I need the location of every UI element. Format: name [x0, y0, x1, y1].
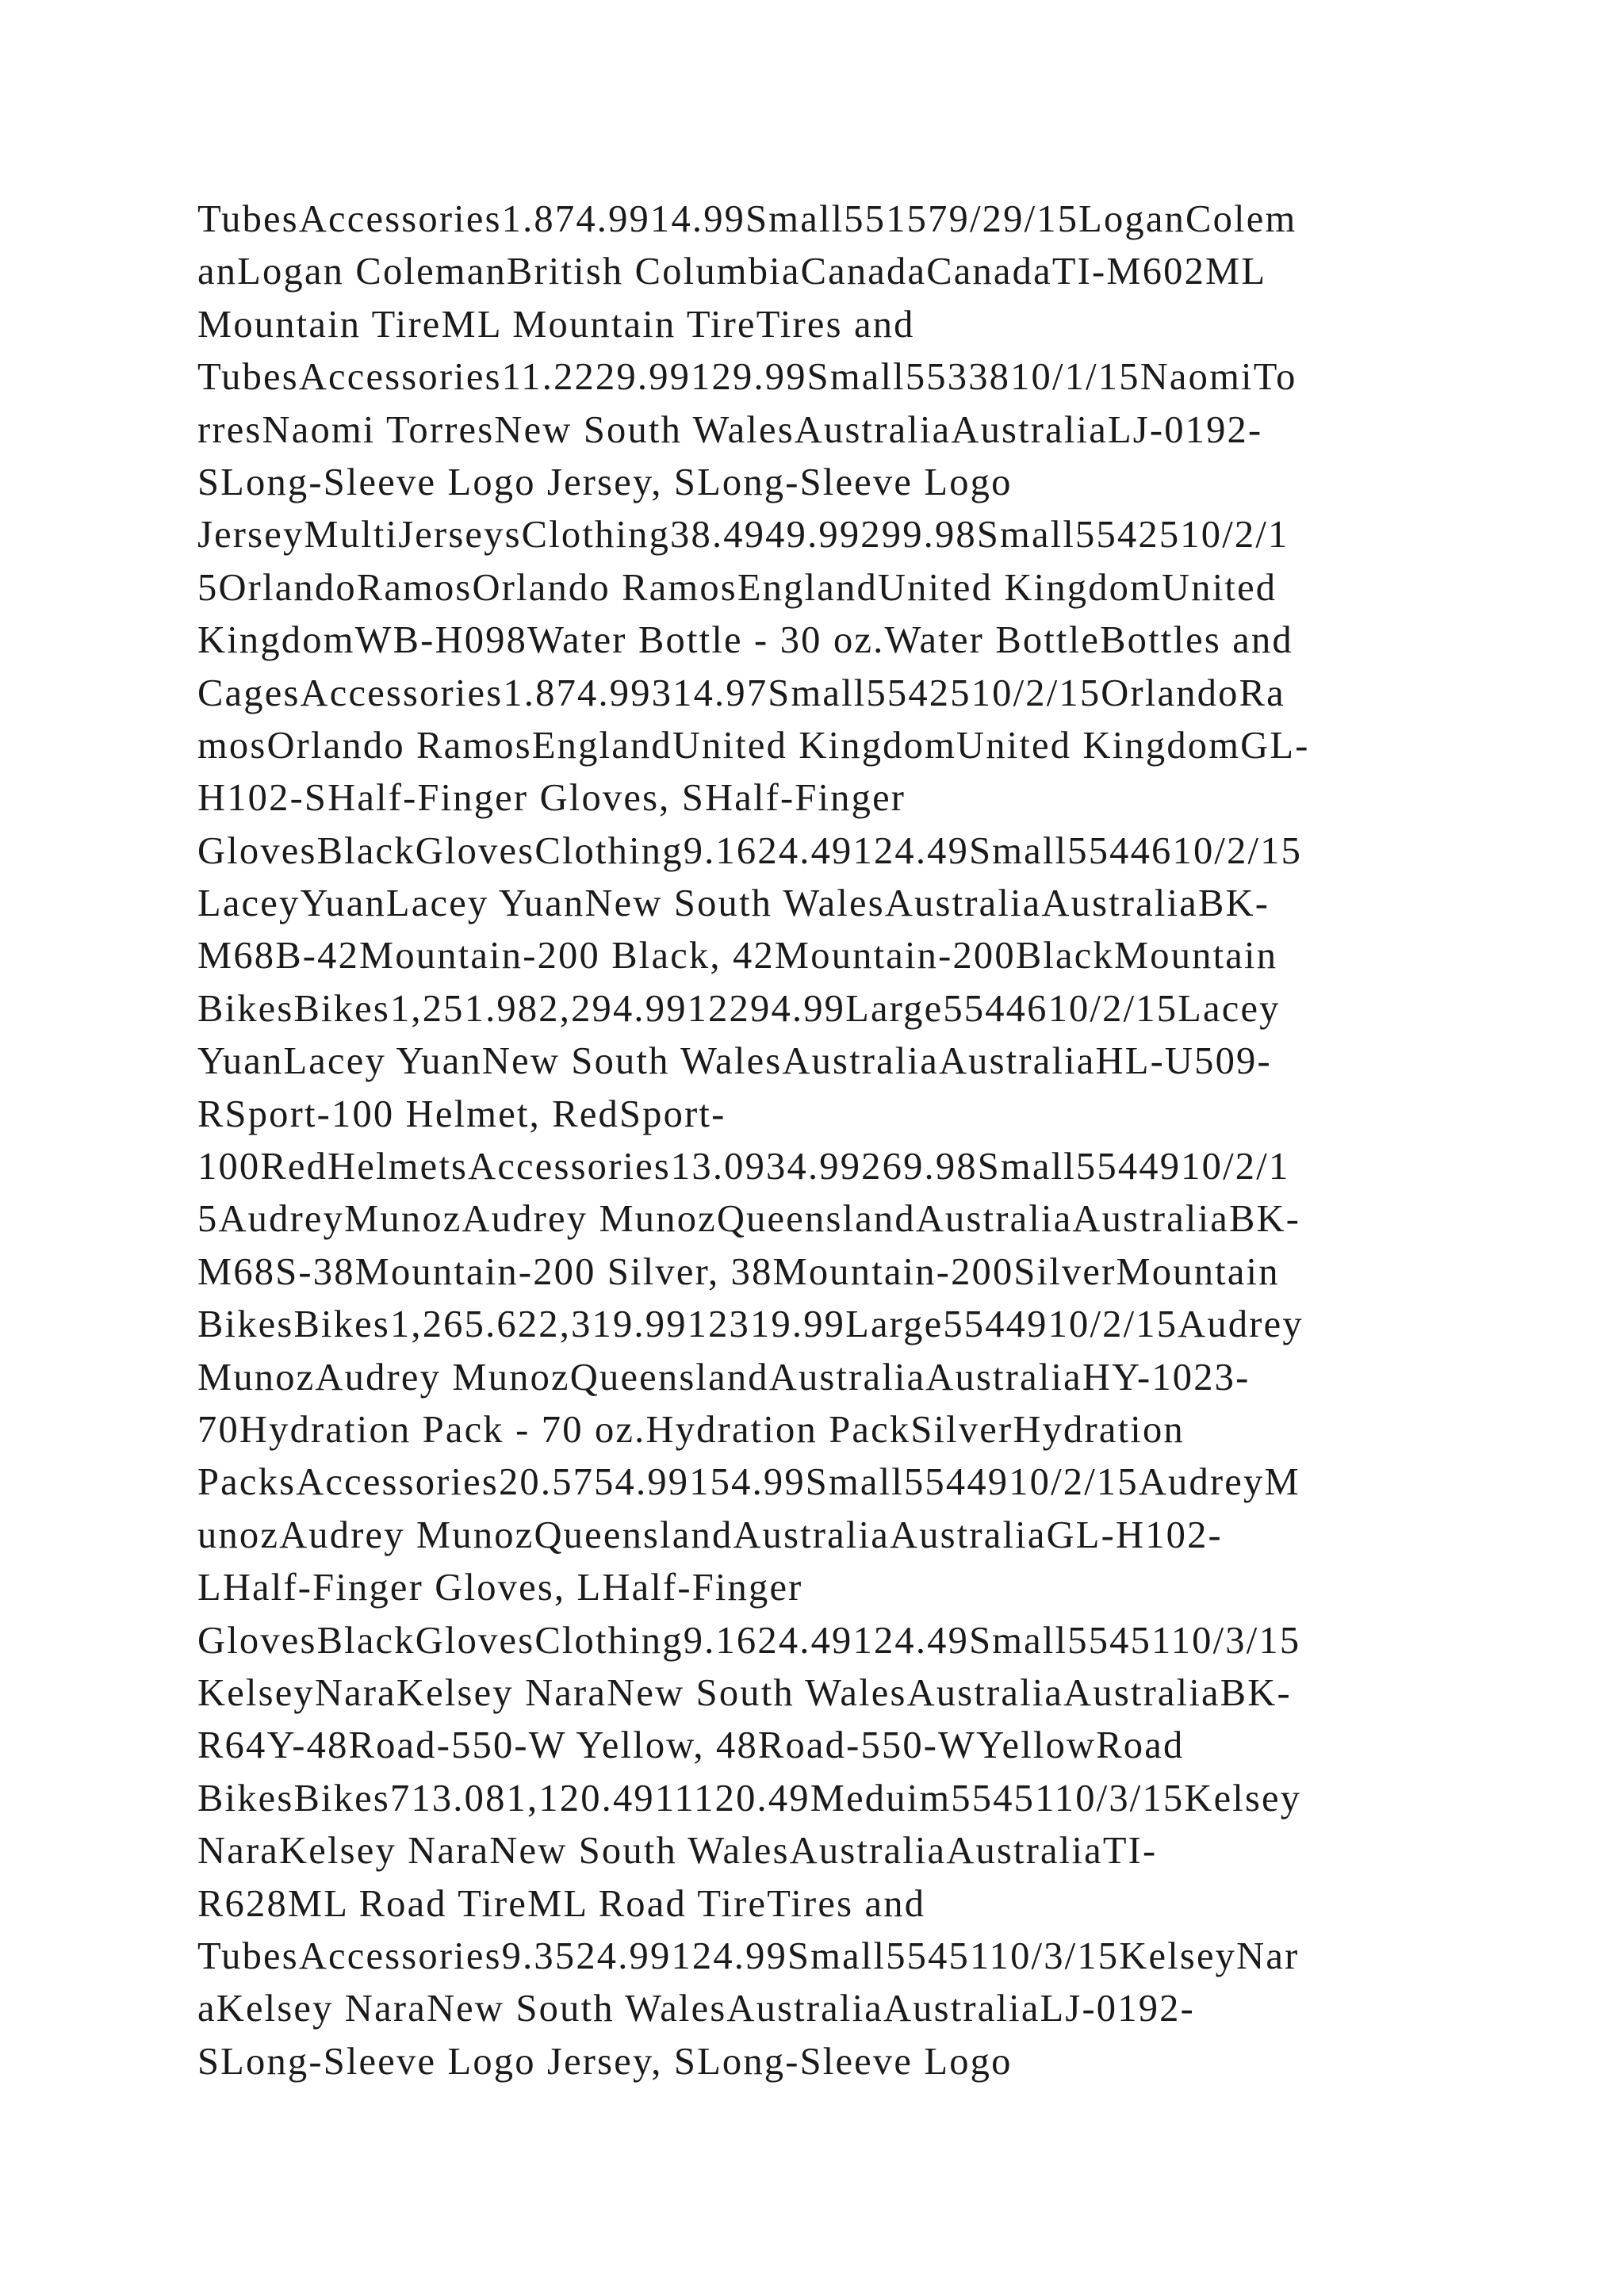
text-line: Mountain TireML Mountain TireTires and: [197, 303, 915, 346]
text-line: GlovesBlackGlovesClothing9.1624.49124.49Small5544610/2/15: [197, 829, 1303, 872]
text-line: rresNaomi TorresNew South WalesAustraliaAustraliaLJ-0192-: [197, 408, 1263, 451]
text-line: R64Y-48Road-550-W Yellow, 48Road-550-WYellowRoad: [197, 1724, 1185, 1767]
text-line: SLong-Sleeve Logo Jersey, SLong-Sleeve Logo: [197, 461, 1013, 503]
text-line: RSport-100 Helmet, RedSport-: [197, 1093, 726, 1135]
text-line: unozAudrey MunozQueenslandAustraliaAustraliaGL-H102-: [197, 1513, 1223, 1556]
text-line: PacksAccessories20.5754.99154.99Small5544910/2/15AudreyM: [197, 1461, 1300, 1504]
text-line: TubesAccessories9.3524.99124.99Small5545110/3/15KelseyNar: [197, 1934, 1300, 1977]
text-line: MunozAudrey MunozQueenslandAustraliaAustraliaHY-1023-: [197, 1356, 1251, 1399]
text-line: M68S-38Mountain-200 Silver, 38Mountain-200SilverMountain: [197, 1250, 1280, 1293]
text-line: CagesAccessories1.874.99314.97Small5542510/2/15OrlandoRa: [197, 672, 1285, 714]
text-line: H102-SHalf-Finger Gloves, SHalf-Finger: [197, 777, 906, 820]
text-line: JerseyMultiJerseysClothing38.4949.99299.98Small5542510/2/1: [197, 514, 1289, 557]
text-line: M68B-42Mountain-200 Black, 42Mountain-200BlackMountain: [197, 935, 1278, 978]
text-line: GlovesBlackGlovesClothing9.1624.49124.49Small5545110/3/15: [197, 1619, 1301, 1662]
text-line: YuanLacey YuanNew South WalesAustraliaAustraliaHL-U509-: [197, 1040, 1272, 1083]
text-line: 5AudreyMunozAudrey MunozQueenslandAustraliaAustraliaBK-: [197, 1198, 1301, 1241]
text-line: SLong-Sleeve Logo Jersey, SLong-Sleeve Logo: [197, 2040, 1013, 2083]
text-line: 5OrlandoRamosOrlando RamosEnglandUnited KingdomUnited: [197, 566, 1277, 609]
text-line: NaraKelsey NaraNew South WalesAustraliaAustraliaTI-: [197, 1830, 1158, 1873]
text-line: R628ML Road TireML Road TireTires and: [197, 1882, 926, 1925]
text-line: 70Hydration Pack - 70 oz.Hydration PackSilverHydration: [197, 1408, 1185, 1451]
text-line: anLogan ColemanBritish ColumbiaCanadaCanadaTI-M602ML: [197, 251, 1267, 293]
document-text-block: [197, 193, 1450, 2088]
text-line: BikesBikes1,251.982,294.9912294.99Large5544610/2/15Lacey: [197, 987, 1281, 1030]
text-line: LaceyYuanLacey YuanNew South WalesAustraliaAustraliaBK-: [197, 882, 1270, 925]
text-line: TubesAccessories1.874.9914.99Small551579/29/15LoganColem: [197, 198, 1297, 240]
text-line: BikesBikes713.081,120.4911120.49Meduim5545110/3/15Kelsey: [197, 1777, 1302, 1820]
text-line: KingdomWB-H098Water Bottle - 30 oz.Water BottleBottles and: [197, 619, 1293, 662]
text-line: mosOrlando RamosEnglandUnited KingdomUnited KingdomGL-: [197, 724, 1310, 767]
text-line: aKelsey NaraNew South WalesAustraliaAustraliaLJ-0192-: [197, 1988, 1195, 2030]
text-line: 100RedHelmetsAccessories13.0934.99269.98Small5544910/2/1: [197, 1146, 1290, 1188]
text-line: KelseyNaraKelsey NaraNew South WalesAustraliaAustraliaBK-: [197, 1671, 1292, 1714]
text-line: BikesBikes1,265.622,319.9912319.99Large5544910/2/15Audrey: [197, 1303, 1304, 1346]
text-line: LHalf-Finger Gloves, LHalf-Finger: [197, 1567, 803, 1609]
text-line: TubesAccessories11.2229.99129.99Small5533810/1/15NaomiTo: [197, 356, 1297, 399]
